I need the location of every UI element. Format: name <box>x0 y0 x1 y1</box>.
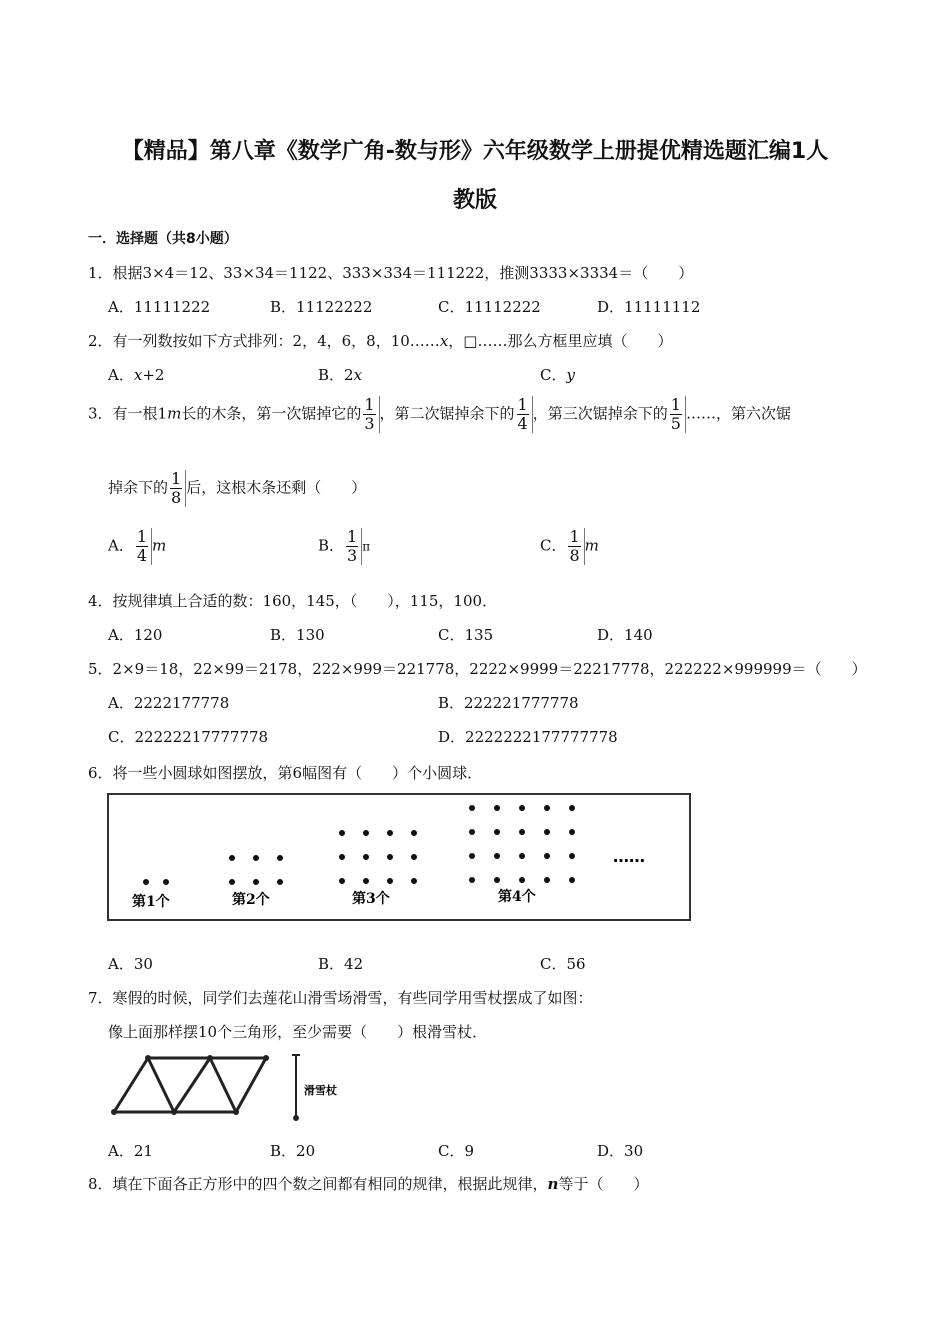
q2-option-c-label: C． <box>540 366 567 384</box>
q6-option-c[interactable]: C．56 <box>540 955 586 973</box>
q3-part2: 长的木条，第一次锯掉它的 <box>181 404 362 423</box>
question-7-text: 7．寒假的时候，同学们去莲花山滑雪场滑雪，有些同学用雪杖摆成了如图： <box>88 989 593 1007</box>
fraction-one-fifth: $\frac{1}{5}$ <box>668 396 686 433</box>
q2-variable: x <box>439 332 449 350</box>
q3-part6: 掉余下的 <box>108 478 169 497</box>
q8-variable: n <box>547 1175 559 1193</box>
question-4-text: 4．按规律填上合适的数：160，145，（ ），115，100． <box>88 592 498 610</box>
figure-label-3: 第3个 <box>352 891 390 907</box>
q8-text-pre: 8．填在下面各正方形中的四个数之间都有相同的规律，根据此规律， <box>88 1175 548 1193</box>
q3-option-b-fraction: $\frac{1}{3}$ <box>344 528 362 565</box>
q2-text-pre: 2．有一列数按如下方式排列：2，4，6，8，10…… <box>88 332 440 350</box>
q4-option-c[interactable]: C．135 <box>438 626 494 644</box>
question-5-text: 5．2×9＝18，22×99＝2178，222×999＝221778，2222×9999＝22217778，222222×999999＝（ ） <box>88 660 867 678</box>
q3-option-c-fraction: $\frac{1}{8}$ <box>566 528 584 565</box>
q2-option-a-label: A． <box>108 366 134 384</box>
question-6-text: 6．将一些小圆球如图摆放，第6幅图有（ ）个小圆球． <box>88 764 483 782</box>
q5-option-d[interactable]: D．2222222177777778 <box>438 728 618 746</box>
ski-pole-tip-icon <box>293 1115 299 1121</box>
q1-option-c[interactable]: C．11112222 <box>438 298 541 316</box>
figure-ellipsis: …… <box>613 847 645 866</box>
question-1-text: 1．根据3×4＝12、33×34＝1122、333×334＝111222，推测3333×3334＝（ ） <box>88 264 694 282</box>
q3-option-a-fraction: $\frac{1}{4}$ <box>134 528 152 565</box>
triangle-poles <box>114 1058 266 1112</box>
question-2-text <box>88 330 672 351</box>
question-3-text-line2 <box>108 470 366 507</box>
q2-option-a-rest: +2 <box>142 366 165 384</box>
q3-unit: m <box>167 404 182 423</box>
q2-option-a[interactable] <box>108 364 164 385</box>
q2-option-a-var: x <box>133 366 143 384</box>
q8-text-post: 等于（ ） <box>558 1175 649 1193</box>
q1-option-a[interactable]: A．11111222 <box>108 298 211 316</box>
q7-option-d[interactable]: D．30 <box>597 1142 644 1160</box>
q7-option-c[interactable]: C．9 <box>438 1142 475 1160</box>
q3-part1: 3．有一根1 <box>88 404 168 423</box>
q3-part3: ，第二次锯掉余下的 <box>379 404 515 423</box>
q3-part7: 后，这根木条还剩（ ） <box>186 478 367 497</box>
pole-joints <box>111 1055 269 1115</box>
q2-option-b-label: B．2 <box>318 366 354 384</box>
q1-option-b[interactable]: B．11122222 <box>270 298 373 316</box>
q5-option-b[interactable]: B．222221777778 <box>438 694 579 712</box>
question-8-text <box>88 1173 648 1194</box>
figure-label-4: 第4个 <box>498 889 536 905</box>
fraction-one-third: $\frac{1}{3}$ <box>361 396 379 433</box>
q3-option-b[interactable]: B． $\frac{1}{3}$ π <box>318 527 371 565</box>
q5-option-a[interactable]: A．2222177778 <box>108 694 230 712</box>
page-title: 【精品】第八章《数学广角-数与形》六年级数学上册提优精选题汇编1人 <box>121 139 829 164</box>
question-7-text-line2: 像上面那样摆10个三角形，至少需要（ ）根滑雪杖． <box>108 1023 488 1041</box>
q6-dot-figure <box>106 789 692 924</box>
question-3-text <box>88 396 791 433</box>
figure-frame <box>108 794 690 920</box>
q2-option-c-var: y <box>566 366 575 384</box>
q3-option-c[interactable]: C． $\frac{1}{8}$ m <box>540 527 599 565</box>
q2-text-post: ，□……那么方框里应填（ ） <box>448 332 673 350</box>
q4-option-b[interactable]: B．130 <box>270 626 325 644</box>
q7-option-a[interactable]: A．21 <box>108 1142 153 1160</box>
q4-option-a[interactable]: A．120 <box>108 626 163 644</box>
fraction-one-eighth: $\frac{1}{8}$ <box>168 470 186 507</box>
page-title-continued: 教版 <box>452 188 497 213</box>
fraction-one-fourth: $\frac{1}{4}$ <box>515 396 533 433</box>
q7-option-b[interactable]: B．20 <box>270 1142 316 1160</box>
q2-option-c[interactable] <box>540 364 575 385</box>
q1-option-d[interactable]: D．11111112 <box>597 298 701 316</box>
q2-option-b-var: x <box>353 366 363 384</box>
q4-option-d[interactable]: D．140 <box>597 626 653 644</box>
q6-option-b[interactable]: B．42 <box>318 955 364 973</box>
figure-label-1: 第1个 <box>132 894 170 910</box>
ski-pole-label: 滑雪杖 <box>304 1084 337 1097</box>
figure-label-2: 第2个 <box>232 892 270 908</box>
q3-part4: ，第三次锯掉余下的 <box>532 404 668 423</box>
q5-option-c[interactable]: C．22222217777778 <box>108 728 269 746</box>
q2-option-b[interactable] <box>318 364 362 385</box>
q3-part5: ……，第六次锯 <box>685 404 791 423</box>
q7-ski-pole-figure <box>106 1050 351 1130</box>
section-heading: 一．选择题（共8小题） <box>88 231 238 247</box>
q3-option-a[interactable]: A． $\frac{1}{4}$ m <box>108 527 167 565</box>
q6-option-a[interactable]: A．30 <box>108 955 153 973</box>
